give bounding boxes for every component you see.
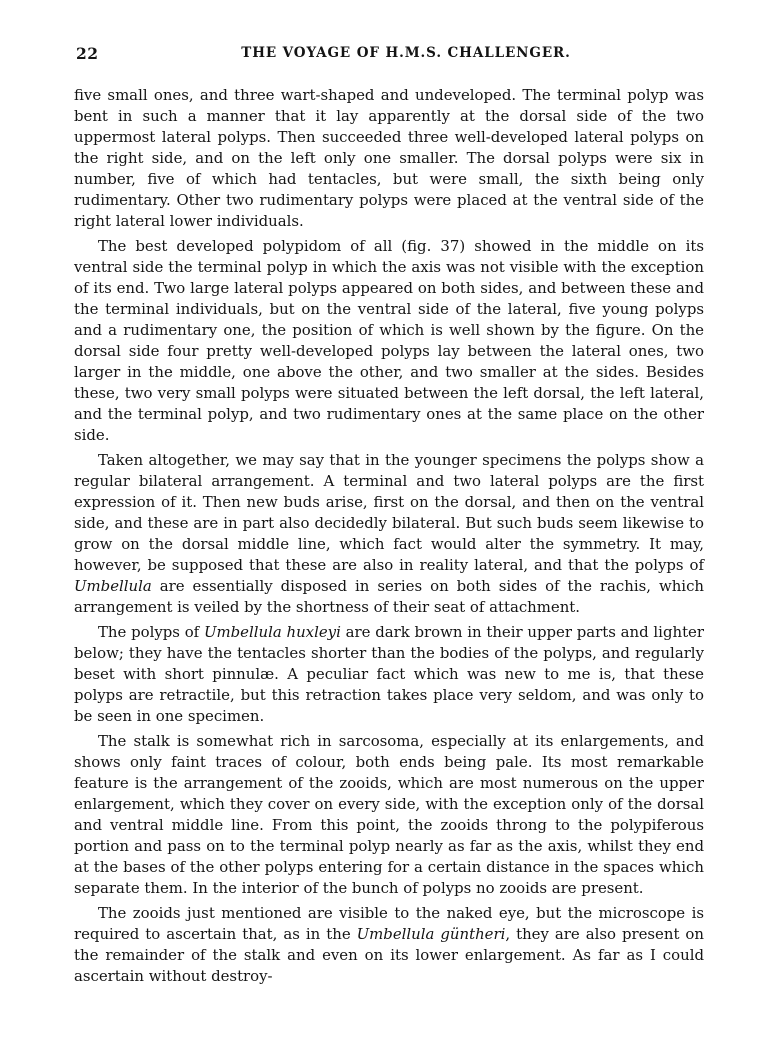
paragraph-4-text-b: are dark brown in their upper parts and lighter below; they have the tentacles shorter than the bodies of the polyps, and regularly beset with short pinnulæ. A peculiar fact which was new to me is, that these polyps are retractile, but this retraction takes place very seldom, and was only to be seen in one specimen. [74,623,704,725]
running-header [76,44,706,66]
taxon-name-umbellula-guntheri: Umbellula güntheri [356,925,506,943]
paragraph-6-text-b: , they are also present on the remainder of the stalk and even on its lower enlargement. As far as I could ascertain without destroy- [74,925,704,985]
paragraph-6 [74,903,704,987]
paragraph-3-text-a: Taken altogether, we may say that in the younger specimens the polyps show a regular bilateral arrangement. A terminal and two lateral polyps are the first expression of it. Then new buds arise, first on the dorsal, and then on the ventral side, and these are in part also decidedly bilateral. But such buds seem likewise to grow on the dorsal middle line, which fact would alter the symmetry. It may, however, be supposed that these are also in reality lateral, and that the polyps of [74,451,704,574]
paragraph-4 [74,622,704,727]
paragraph-2 [74,236,704,446]
paragraph-2-text: The best developed polypidom of all (fig. 37) showed in the middle on its ventral side the terminal polyp in which the axis was not visible with the exception of its end. Two large lateral polyps appeared on both sides, and between these and the terminal individuals, but on the ventral side of the lateral, five young polyps and a rudimentary one, the position of which is well shown by the figure. On the dorsal side four pretty well-developed polyps lay between the lateral ones, two larger in the middle, one above the other, and two smaller at the sides. Besides these, two very small polyps were situated between the left dorsal, the left lateral, and the terminal polyp, and two rudimentary ones at the same place on the other side. [74,237,704,444]
running-title: THE VOYAGE OF H.M.S. CHALLENGER. [241,45,571,61]
taxon-name-umbellula-huxleyi: Umbellula huxleyi [203,623,341,641]
page-number: 22 [76,44,99,63]
body-text [74,85,704,987]
paragraph-1 [74,85,704,232]
paragraph-4-text-a: The polyps of [98,623,204,641]
paragraph-5 [74,731,704,899]
paragraph-3-text-b: are essentially disposed in series on both sides of the rachis, which arrangement is veiled by the shortness of their seat of attachment. [74,577,704,616]
paragraph-5-text: The stalk is somewhat rich in sarcosoma, especially at its enlargements, and shows only faint traces of colour, both ends being pale. Its most remarkable feature is the arrangement of the zooids, which are most numerous on the upper enlargement, which they cover on every side, with the exception only of the dorsal and ventral middle line. From this point, the zooids throng to the polypiferous portion and pass on to the terminal polyp nearly as far as the axis, whilst they end at the bases of the other polyps entering for a certain distance in the spaces which separate them. In the interior of the bunch of polyps no zooids are present. [74,732,704,897]
paragraph-6-text-a: The zooids just mentioned are visible to the naked eye, but the microscope is required to ascertain that, as in the [74,904,704,943]
taxon-name-umbellula: Umbellula [74,577,152,595]
paragraph-3 [74,450,704,618]
paragraph-1-text: five small ones, and three wart-shaped and undeveloped. The terminal polyp was bent in such a manner that it lay apparently at the dorsal side of the two uppermost lateral polyps. Then succeeded three well-developed lateral polyps on the right side, and on the left only one smaller. The dorsal polyps were six in number, five of which had tentacles, but were small, the sixth being only rudimentary. Other two rudimentary polyps were placed at the ventral side of the right lateral lower individuals. [74,86,704,230]
